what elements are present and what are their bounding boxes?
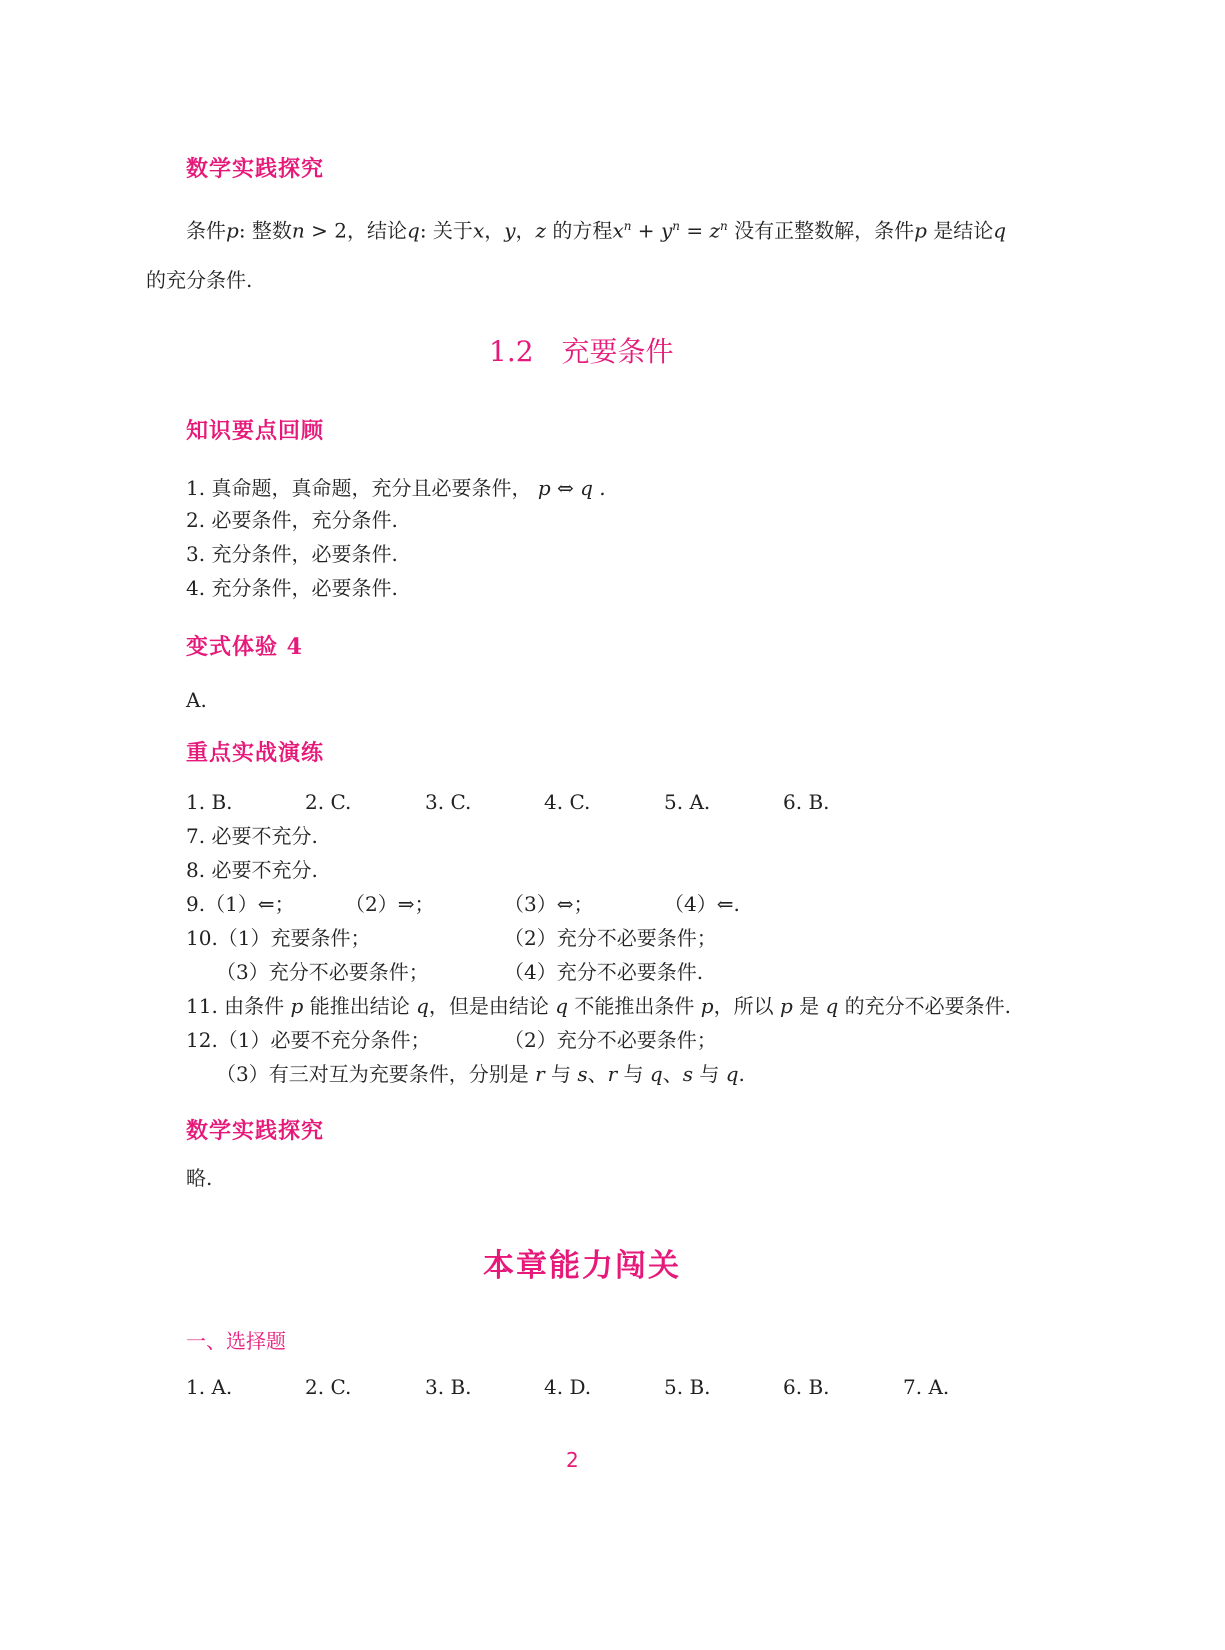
choice-answer-1: 1. A. <box>186 1375 233 1399</box>
answer-5: 5. A. <box>664 790 711 814</box>
answer-9-1: 9.（1）⇐； <box>186 892 295 916</box>
choice-answer-4: 4. D. <box>544 1375 592 1399</box>
section-heading-variant: 变式体验 4 <box>186 634 303 660</box>
answer-9-2: （2）⇒； <box>345 892 435 916</box>
choice-answer-5: 5. B. <box>664 1375 711 1399</box>
answer-10-2: （2）充分不必要条件； <box>504 926 717 950</box>
review-item-4: 4. 充分条件，必要条件. <box>186 576 398 600</box>
section-heading-review: 知识要点回顾 <box>186 418 325 444</box>
answer-12-1: 12.（1）必要不充分条件； <box>186 1028 431 1052</box>
answer-4: 4. C. <box>544 790 591 814</box>
choice-answer-7: 7. A. <box>903 1375 950 1399</box>
answer-8: 8. 必要不充分. <box>186 858 318 882</box>
review-item-2: 2. 必要条件，充分条件. <box>186 508 398 532</box>
paragraph-condition-cont: 的充分条件. <box>146 268 253 292</box>
page-number: 2 <box>566 1448 579 1472</box>
answer-1: 1. B. <box>186 790 233 814</box>
answer-9-4: （4）⇐. <box>664 892 740 916</box>
section-heading-practice: 数学实践探究 <box>186 156 325 182</box>
answer-7: 7. 必要不充分. <box>186 824 318 848</box>
answer-12-3: （3）有三对互为充要条件，分别是 r 与 s、r 与 q、s 与 q. <box>216 1062 745 1086</box>
answer-10-3: （3）充分不必要条件； <box>216 960 429 984</box>
paragraph-condition: 条件p: 整数n > 2，结论q: 关于x，y，z 的方程$x^n + y^n = z^n$ 没有正整数解，条件p 是结论q <box>186 218 1007 243</box>
answer-10-1: 10.（1）充要条件； <box>186 926 371 950</box>
review-item-1: 1. 真命题，真命题，充分且必要条件， p ⇔ q . <box>186 476 606 500</box>
section-title: 1.2 充要条件 <box>489 335 674 368</box>
section-heading-drill: 重点实战演练 <box>186 740 325 766</box>
choice-answer-2: 2. C. <box>305 1375 352 1399</box>
answer-11: 11. 由条件 p 能推出结论 q，但是由结论 q 不能推出条件 p，所以 p 是 q 的充分不必要条件. <box>186 994 1011 1018</box>
answer-2: 2. C. <box>305 790 352 814</box>
answer-9-3: （3）⇔； <box>504 892 594 916</box>
section-heading-practice-2: 数学实践探究 <box>186 1118 325 1144</box>
choice-subheading: 一、选择题 <box>186 1329 286 1353</box>
choice-answer-6: 6. B. <box>783 1375 830 1399</box>
review-item-3: 3. 充分条件，必要条件. <box>186 542 398 566</box>
answer-6: 6. B. <box>783 790 830 814</box>
practice-answer: 略. <box>186 1166 213 1190</box>
chapter-title: 本章能力闯关 <box>483 1248 681 1284</box>
variant-answer: A. <box>186 688 207 712</box>
answer-3: 3. C. <box>425 790 472 814</box>
answer-12-2: （2）充分不必要条件； <box>504 1028 717 1052</box>
choice-answer-3: 3. B. <box>425 1375 472 1399</box>
answer-10-4: （4）充分不必要条件. <box>504 960 704 984</box>
